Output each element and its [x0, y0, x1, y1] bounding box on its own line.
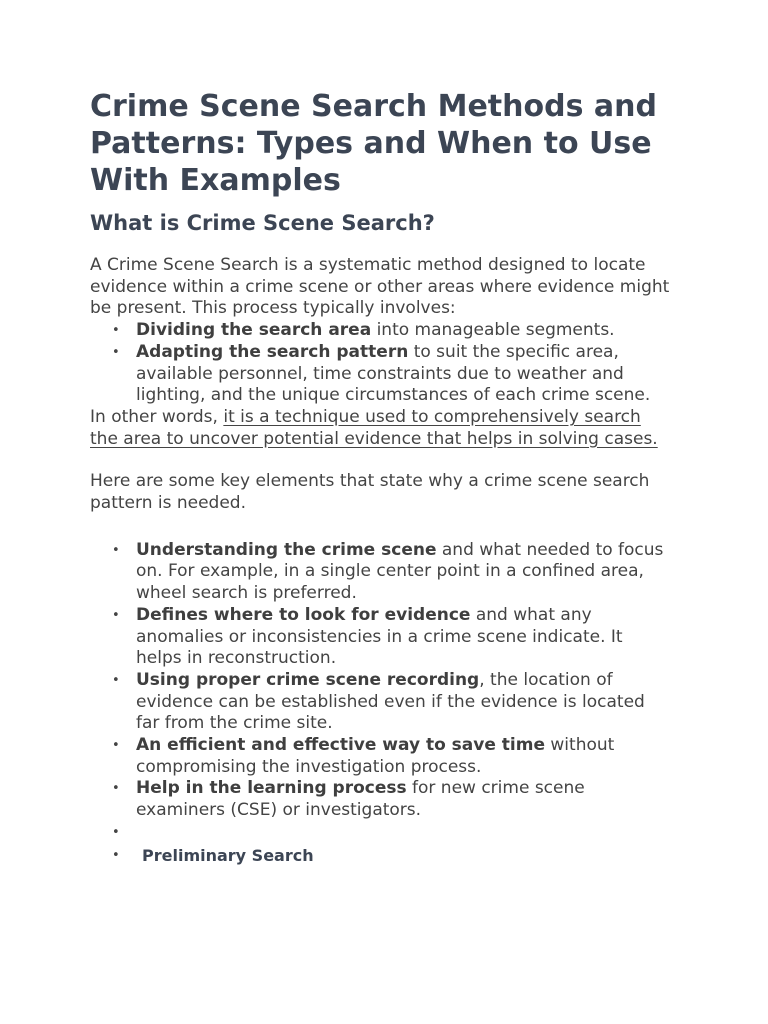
list-item-text: for new crime scene examiners (CSE) or investigators.: [136, 778, 585, 821]
list-item: [136, 735, 670, 778]
list-item-bold: An efficient and effective way to save time: [136, 735, 545, 756]
empty-list-item: [136, 822, 670, 844]
list-item-bold: Dividing the search area: [136, 320, 372, 341]
list-item-bold: Adapting the search pattern: [136, 341, 409, 362]
list-item-text: and what needed to focus on. For example, in a single center point in a confined area, wheel search is preferred.: [136, 539, 664, 604]
list-item-text: into manageable segments.: [371, 320, 615, 341]
list-item: [136, 320, 670, 342]
list-item: [136, 342, 670, 407]
list-item: [136, 540, 670, 605]
article: [90, 88, 670, 866]
list-item: [136, 670, 670, 735]
list-item: [136, 605, 670, 670]
key-elements-intro: Here are some key elements that state why a crime scene search pattern is needed.: [90, 471, 650, 514]
list-item-text: and what any anomalies or inconsistencies in a crime scene indicate. It helps in reconstruction.: [136, 604, 623, 669]
list-item-bold: Help in the learning process: [136, 778, 407, 799]
list-item-text: , the location of evidence can be established even if the evidence is located far from the crime site.: [136, 669, 645, 734]
list-item-bold: Understanding the crime scene: [136, 539, 437, 560]
section-heading: What is Crime Scene Search?: [90, 211, 435, 235]
other-words-prefix: In other words,: [90, 406, 224, 427]
page-title: Crime Scene Search Methods and Patterns: Types and When to Use With Examples: [90, 89, 657, 198]
key-elements-list: [90, 540, 670, 867]
list-item-bold: Using proper crime scene recording: [136, 669, 480, 690]
preliminary-search-heading: • Preliminary Search: [142, 845, 314, 865]
underlined-definition: it is a technique used to comprehensively search the area to uncover potential evidence that helps in solving cases.: [90, 406, 658, 449]
list-item-text: to suit the specific area, available personnel, time constraints due to weather and lighting, and the unique circumstances of each crime scene.: [136, 341, 651, 406]
other-words-paragraph: [90, 407, 670, 450]
process-list: [90, 320, 670, 407]
list-item-text: without compromising the investigation process.: [136, 735, 615, 777]
list-item-bold: Defines where to look for evidence: [136, 604, 471, 625]
intro-paragraph: A Crime Scene Search is a systematic method designed to locate evidence within a crime scene or other areas where evidence might be present. This process typically involves:: [90, 255, 670, 319]
list-item: [136, 778, 670, 821]
list-item: [136, 845, 670, 867]
